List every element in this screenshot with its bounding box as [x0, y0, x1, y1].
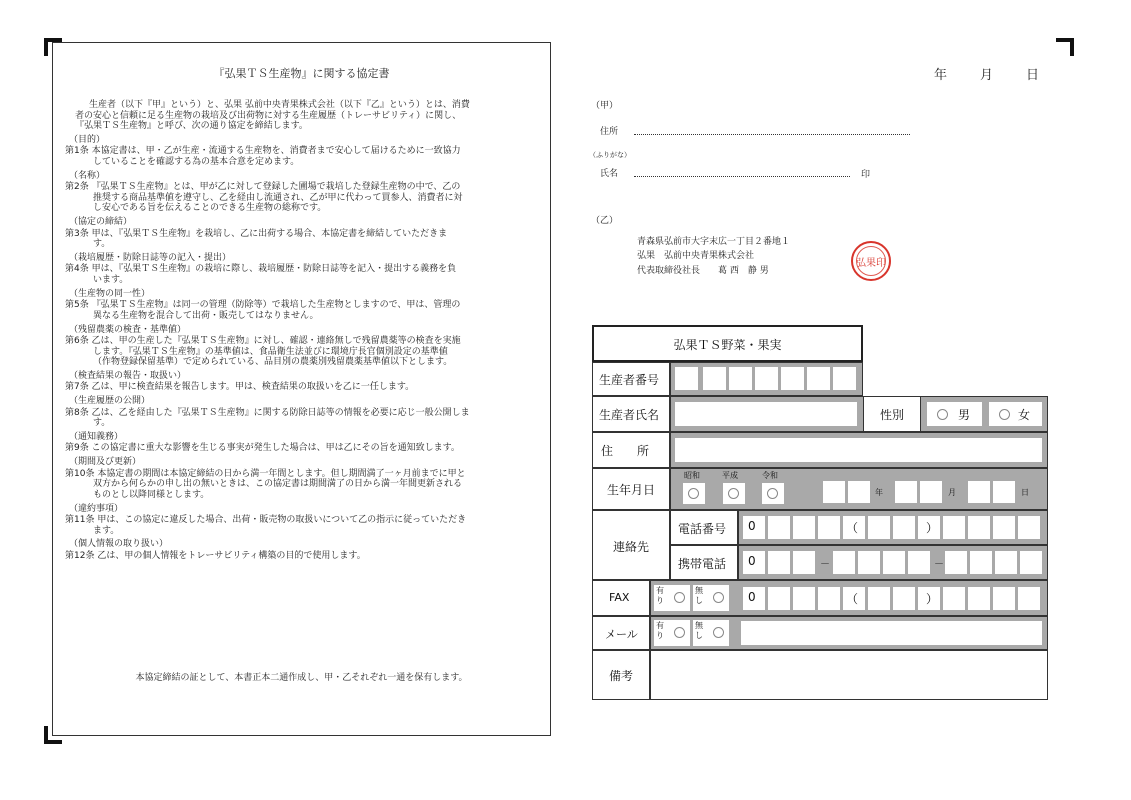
fax-paren-open: （ [846, 592, 859, 606]
phone-digit[interactable] [968, 516, 990, 539]
fax-digit-paren-close [918, 587, 940, 610]
era-reiwa-radio[interactable] [767, 488, 778, 499]
producer-number-digit[interactable] [729, 367, 752, 390]
producer-number-digit[interactable] [807, 367, 830, 390]
fax-zero: 0 [748, 590, 756, 604]
producer-number-digit[interactable] [833, 367, 856, 390]
party-b-company: 弘果 弘前中央青果株式会社 [637, 251, 755, 261]
article-line: します。『弘果ＴＳ生産物』の基準値は、食品衛生法並びに環境庁長官個別設定の基準値 [93, 347, 448, 357]
mobile-digit[interactable] [908, 551, 930, 574]
birth-day-digit[interactable] [968, 481, 990, 503]
contact-label: 連絡先 [613, 540, 650, 554]
article-line: 双方から何らかの申し出の無いときは、この協定書は期間満了の日から満一年間更新される [93, 479, 463, 489]
company-seal-stamp [851, 241, 891, 281]
article-line: 第3条 甲は、『弘果ＴＳ生産物』を栽培し、乙に出荷する場合、本協定書を締結していただきま [65, 229, 448, 239]
intro-line: 者の安心と信頼に足る生産物の栽培及び出荷物に対する生産履歴（トレーサビリティ）に関し、 [75, 111, 462, 121]
fax-digit-fixed [743, 587, 765, 610]
mobile-dash-1: － [820, 559, 830, 570]
crop-mark-bottom-left-v [44, 726, 48, 744]
mobile-digit[interactable] [858, 551, 880, 574]
article-line: 第5条 『弘果ＴＳ生産物』は同一の管理（防除等）で栽培した生産物としますので、甲は、管理の [65, 300, 461, 310]
article-line: 第7条 乙は、甲に検査結果を報告します。甲は、検査結果の取扱いを乙に一任します。 [65, 382, 415, 392]
article-line: 第2条 『弘果ＴＳ生産物』とは、甲が乙に対して登録した圃場で栽培した登録生産物の中で、乙の [65, 182, 461, 192]
fax-digit[interactable] [768, 587, 790, 610]
mobile-digit[interactable] [883, 551, 905, 574]
mobile-digit[interactable] [945, 551, 967, 574]
fax-digit-paren-open [843, 587, 865, 610]
remarks-label-cell [592, 650, 650, 700]
article-line: し安心である旨を伝えることのできる生産物の総称です。 [93, 203, 327, 213]
birth-year-label: 年 [875, 488, 883, 497]
article-heading: （残留農薬の検査・基準値） [69, 325, 187, 335]
article-heading: （協定の締結） [69, 217, 133, 227]
producer-number-digit[interactable] [781, 367, 804, 390]
email-yes-radio[interactable] [674, 627, 685, 638]
email-no-radio[interactable] [713, 627, 724, 638]
email-no-label: 無し [695, 621, 703, 640]
fax-paren-close: ） [926, 592, 939, 606]
intro-line: 『弘果ＴＳ生産物』と呼び、次の通り協定を締結します。 [75, 121, 308, 131]
fax-label-cell [592, 580, 650, 616]
party-a-address-line[interactable] [634, 134, 910, 135]
article-line: す。 [93, 418, 111, 428]
crop-mark-top-left-v [44, 38, 48, 56]
address-input[interactable] [675, 438, 1042, 462]
form-title-box [592, 325, 863, 362]
phone-label: 電話番号 [678, 522, 727, 536]
mobile-digit[interactable] [833, 551, 855, 574]
era-showa-option[interactable] [683, 483, 705, 504]
birth-month-digit[interactable] [895, 481, 917, 503]
phone-zero: 0 [748, 519, 756, 533]
gender-female-option[interactable] [989, 402, 1042, 426]
email-no-option[interactable] [693, 620, 729, 646]
article-line: 第10条 本協定書の期間は本協定締結の日から満一年間とします。但し期間満了一ヶ月前までに甲と [65, 469, 466, 479]
fax-label: FAX [609, 591, 630, 604]
intro-line: 生産者（以下『甲』という）と、弘果 弘前中央青果株式会社（以下『乙』という）とは、消費 [89, 100, 470, 110]
fax-no-label: 無し [695, 586, 703, 605]
agreement-panel [52, 42, 551, 736]
party-a-name-label: 氏名 [600, 169, 619, 179]
party-b-address: 青森県弘前市大字末広一丁目２番地１ [637, 237, 791, 247]
producer-name-label-cell [592, 396, 670, 432]
article-heading: （栽培履歴・防除日誌等の記入・提出） [69, 253, 232, 263]
fax-yes-option[interactable] [654, 585, 690, 611]
article-line: 第8条 乙は、乙を経由した『弘果ＴＳ生産物』に関する防除日誌等の情報を必要に応じ一般公開しま [65, 408, 470, 418]
gender-male-radio[interactable] [937, 409, 948, 420]
article-heading: （個人情報の取り扱い） [69, 539, 169, 549]
phone-digit[interactable] [893, 516, 915, 539]
producer-number-label-cell [592, 362, 670, 396]
phone-paren-close: ） [926, 521, 939, 535]
producer-number-digit[interactable] [675, 367, 698, 390]
article-line: 第1条 本協定書は、甲・乙が生産・流通する生産物を、消費者まで安心して届けるために一致協力 [65, 146, 461, 156]
producer-name-input[interactable] [675, 402, 857, 426]
mobile-digit[interactable] [1020, 551, 1042, 574]
party-b-representative: 代表取締役社長 葛 西 静 男 [637, 266, 769, 276]
fax-digit[interactable] [943, 587, 965, 610]
phone-label-cell [670, 510, 738, 545]
phone-digit[interactable] [943, 516, 965, 539]
remarks-label: 備考 [609, 669, 634, 683]
address-label: 住 所 [601, 444, 656, 458]
article-line: していることを確認する為の基本合意を定めます。 [93, 157, 300, 167]
email-label-cell [592, 616, 650, 650]
era-showa-label: 昭和 [684, 471, 700, 480]
birthdate-label-cell [592, 468, 670, 510]
fax-yes-radio[interactable] [674, 592, 685, 603]
phone-digit[interactable] [768, 516, 790, 539]
era-heisei-radio[interactable] [728, 488, 739, 499]
form-title: 弘果ＴＳ野菜・果実 [673, 338, 782, 352]
gender-female-radio[interactable] [999, 409, 1010, 420]
phone-digit-fixed [743, 516, 765, 539]
birth-year-digit[interactable] [848, 481, 870, 503]
producer-number-label: 生産者番号 [599, 373, 660, 387]
phone-paren-open: （ [846, 521, 859, 535]
birth-month-label: 月 [948, 488, 956, 497]
era-heisei-label: 平成 [722, 471, 738, 480]
article-line: 第12条 乙は、甲の個人情報をトレーサビリティ構築の目的で使用します。 [65, 551, 366, 561]
phone-digit[interactable] [993, 516, 1015, 539]
gender-female-label: 女 [1018, 408, 1031, 422]
remarks-input[interactable] [650, 650, 1048, 700]
fax-digit[interactable] [993, 587, 1015, 610]
article-heading: （名称） [69, 171, 106, 181]
party-a-name-line[interactable] [634, 176, 850, 177]
mobile-digit[interactable] [793, 551, 815, 574]
producer-number-digit[interactable] [703, 367, 726, 390]
article-heading: （生産履歴の公開） [69, 396, 151, 406]
mobile-digit[interactable] [970, 551, 992, 574]
party-b-label: （乙） [591, 216, 619, 226]
article-line: す。 [93, 239, 111, 249]
article-line: 第11条 甲は、この協定に違反した場合、出荷・販売物の取扱いについて乙の指示に従っていただき [65, 515, 467, 525]
era-reiwa-label: 令和 [762, 471, 778, 480]
phone-digit[interactable] [793, 516, 815, 539]
article-line: 推奨する商品基準値を遵守し、乙を経由し流通され、乙が甲に代わって買参人、消費者に対 [93, 193, 463, 203]
era-heisei-option[interactable] [723, 483, 745, 504]
agreement-closing: 本協定締結の証として、本書正本二通作成し、甲・乙それぞれ一通を保有します。 [135, 673, 468, 683]
fax-digit[interactable] [818, 587, 840, 610]
gender-label: 性別 [880, 408, 905, 422]
mobile-label: 携帯電話 [678, 557, 727, 571]
party-a-furigana-label: （ふりがな） [589, 151, 631, 159]
article-heading: （期間及び更新） [69, 457, 142, 467]
date-year-label: 年 [934, 68, 948, 83]
producer-name-label: 生産者氏名 [599, 408, 660, 422]
party-a-seal-label: 印 [861, 170, 871, 180]
article-heading: （通知義務） [69, 432, 124, 442]
article-heading: （目的） [69, 135, 106, 145]
party-a-label: （甲） [591, 101, 619, 111]
company-seal-text: 弘果印 [856, 257, 886, 269]
gender-male-option[interactable] [927, 402, 982, 426]
article-heading: （生産物の同一性） [69, 289, 151, 299]
phone-digit[interactable] [1018, 516, 1040, 539]
birthdate-label: 生年月日 [607, 483, 656, 497]
phone-digit[interactable] [818, 516, 840, 539]
article-heading: （違約事項） [69, 504, 124, 514]
date-month-label: 月 [980, 68, 994, 83]
phone-digit-paren-open [843, 516, 865, 539]
agreement-title: 『弘果ＴＳ生産物』に関する協定書 [213, 67, 390, 80]
article-line: 第6条 乙は、甲の生産した『弘果ＴＳ生産物』に対し、確認・連絡無しで残留農薬等の検査を実施 [65, 336, 461, 346]
fax-no-option[interactable] [693, 585, 729, 611]
fax-digit[interactable] [893, 587, 915, 610]
contact-label-cell [592, 510, 670, 580]
email-yes-option[interactable] [654, 620, 690, 646]
email-label: メール [605, 628, 638, 641]
article-heading: （検査結果の報告・取扱い） [69, 371, 187, 381]
article-line: 第4条 甲は、『弘果ＴＳ生産物』の栽培に際し、栽培履歴・防除日誌等を記入・提出する義務を負 [65, 264, 457, 274]
birth-day-digit[interactable] [993, 481, 1015, 503]
crop-mark-top-right-v [1070, 38, 1074, 56]
era-reiwa-option[interactable] [762, 483, 784, 504]
party-a-address-label: 住所 [600, 127, 619, 137]
mobile-label-cell [670, 545, 738, 580]
phone-digit[interactable] [868, 516, 890, 539]
fax-no-radio[interactable] [713, 592, 724, 603]
email-input[interactable] [741, 621, 1042, 645]
mobile-digit[interactable] [768, 551, 790, 574]
fax-yes-label: 有り [656, 586, 664, 605]
birth-year-digit[interactable] [823, 481, 845, 503]
era-showa-radio[interactable] [688, 488, 699, 499]
mobile-digit[interactable] [995, 551, 1017, 574]
article-line: ます。 [93, 526, 120, 536]
birth-month-digit[interactable] [920, 481, 942, 503]
fax-digit[interactable] [968, 587, 990, 610]
mobile-digit-fixed [743, 551, 765, 574]
article-line: 異なる生産物を混合して出荷・販売してはなりません。 [93, 311, 319, 321]
gender-label-cell [863, 396, 921, 432]
article-line: （作物登録保留基準）で定められている、品目別の農薬別残留農薬基準値以下とします。 [93, 357, 453, 367]
phone-digit-paren-close [918, 516, 940, 539]
producer-number-digit[interactable] [755, 367, 778, 390]
fax-digit[interactable] [1018, 587, 1040, 610]
date-day-label: 日 [1026, 68, 1040, 83]
mobile-dash-2: － [934, 559, 944, 570]
fax-digit[interactable] [868, 587, 890, 610]
article-line: います。 [93, 275, 129, 285]
mobile-zero: 0 [748, 554, 756, 568]
article-line: ものとし以降同様とします。 [93, 490, 210, 500]
address-label-cell [592, 432, 670, 468]
birth-day-label: 日 [1021, 488, 1029, 497]
fax-digit[interactable] [793, 587, 815, 610]
email-yes-label: 有り [656, 621, 664, 640]
gender-male-label: 男 [958, 408, 971, 422]
article-line: 第9条 この協定書に重大な影響を生じる事実が発生した場合は、甲は乙にその旨を通知致します。 [65, 443, 460, 453]
